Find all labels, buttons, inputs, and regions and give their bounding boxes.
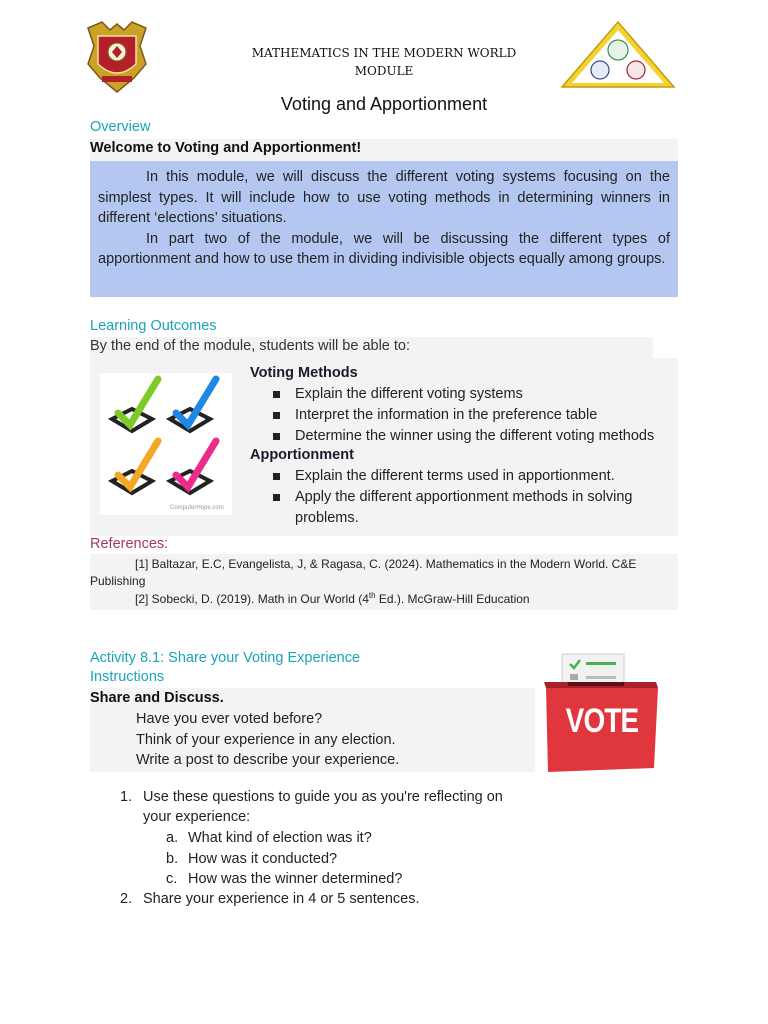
step-1-text-cont: your experience: [143, 809, 251, 825]
learning-outcomes-heading: Learning Outcomes [90, 318, 217, 334]
reference-1-cont: Publishing [90, 574, 146, 588]
checkmarks-image [100, 373, 232, 515]
sub-b-text: How was it conducted? [188, 851, 338, 867]
sub-c-text: How was the winner determined? [188, 871, 403, 887]
sub-b-letter: b. [166, 851, 179, 867]
activity-heading: Activity 8.1: Share your Voting Experience [90, 650, 361, 666]
outcomes-intro-bar [90, 337, 653, 358]
voting-item-1: Explain the different voting systems [295, 384, 523, 405]
apportion-item-2: Apply the different apportionment methods in solving [295, 487, 632, 508]
bullet-square-icon [273, 473, 280, 480]
sub-a-text: What kind of election was it? [188, 830, 372, 846]
overview-heading: Overview [90, 119, 151, 135]
share-line-1: Have you ever voted before? [136, 711, 323, 727]
step-2-number: 2. [120, 891, 133, 907]
references-heading: References: [90, 536, 169, 552]
checkmark-watermark: ComputerHope.com [170, 505, 224, 511]
bullet-square-icon [273, 494, 280, 501]
overview-paragraph-1: In this module, we will discuss the different voting systems focusing on the simplest types. It will include how to use voting methods in determining winners in different ‘elections’ situations. [98, 169, 670, 226]
step-2-text: Share your experience in 4 or 5 sentences. [143, 891, 420, 907]
reference-1: [1] Baltazar, E.C, Evangelista, J, & Ragasa, C. (2024). Mathematics in the Modern World. C&E [135, 557, 637, 571]
overview-box [90, 161, 678, 297]
bullet-square-icon [273, 391, 280, 398]
page-title: Voting and Apportionment [280, 94, 488, 114]
step-1-text: Use these questions to guide you as you're reflecting on [143, 789, 503, 805]
bullet-square-icon [273, 412, 280, 419]
sub-a-letter: a. [166, 830, 179, 846]
reference-2: [2] Sobecki, D. (2019). Math in Our World (4th Ed.). McGraw-Hill Education [135, 591, 530, 606]
college-triangle-logo [560, 20, 676, 90]
share-discuss-heading: Share and Discuss. [90, 690, 224, 706]
share-line-3: Write a post to describe your experience. [136, 752, 400, 768]
apportion-item-1: Explain the different terms used in apportionment. [295, 466, 615, 487]
sub-c-letter: c. [166, 871, 178, 887]
bullet-square-icon [273, 433, 280, 440]
apportion-item-2-cont: problems. [295, 510, 359, 526]
instructions-heading: Instructions [90, 669, 165, 685]
apportionment-heading: Apportionment [250, 447, 354, 463]
voting-item-3: Determine the winner using the different voting methods [295, 426, 654, 447]
vote-label: VOTE [565, 702, 639, 740]
step-1-number: 1. [120, 789, 133, 805]
voting-methods-heading: Voting Methods [250, 365, 358, 381]
course-title-line2: MODULE [354, 64, 414, 78]
welcome-text: Welcome to Voting and Apportionment! [90, 140, 362, 156]
course-title-line1: MATHEMATICS IN THE MODERN WORLD [251, 46, 517, 60]
overview-paragraph-2: In part two of the module, we will be discussing the different types of apportionment and how to use them in dividing indivisible objects equally among groups. [98, 230, 670, 267]
share-line-2: Think of your experience in any election. [136, 732, 396, 748]
welcome-bar [90, 139, 678, 161]
vote-box-image [540, 650, 662, 774]
voting-item-2: Interpret the information in the preference table [295, 405, 597, 426]
outcomes-intro: By the end of the module, students will be able to: [90, 338, 411, 354]
